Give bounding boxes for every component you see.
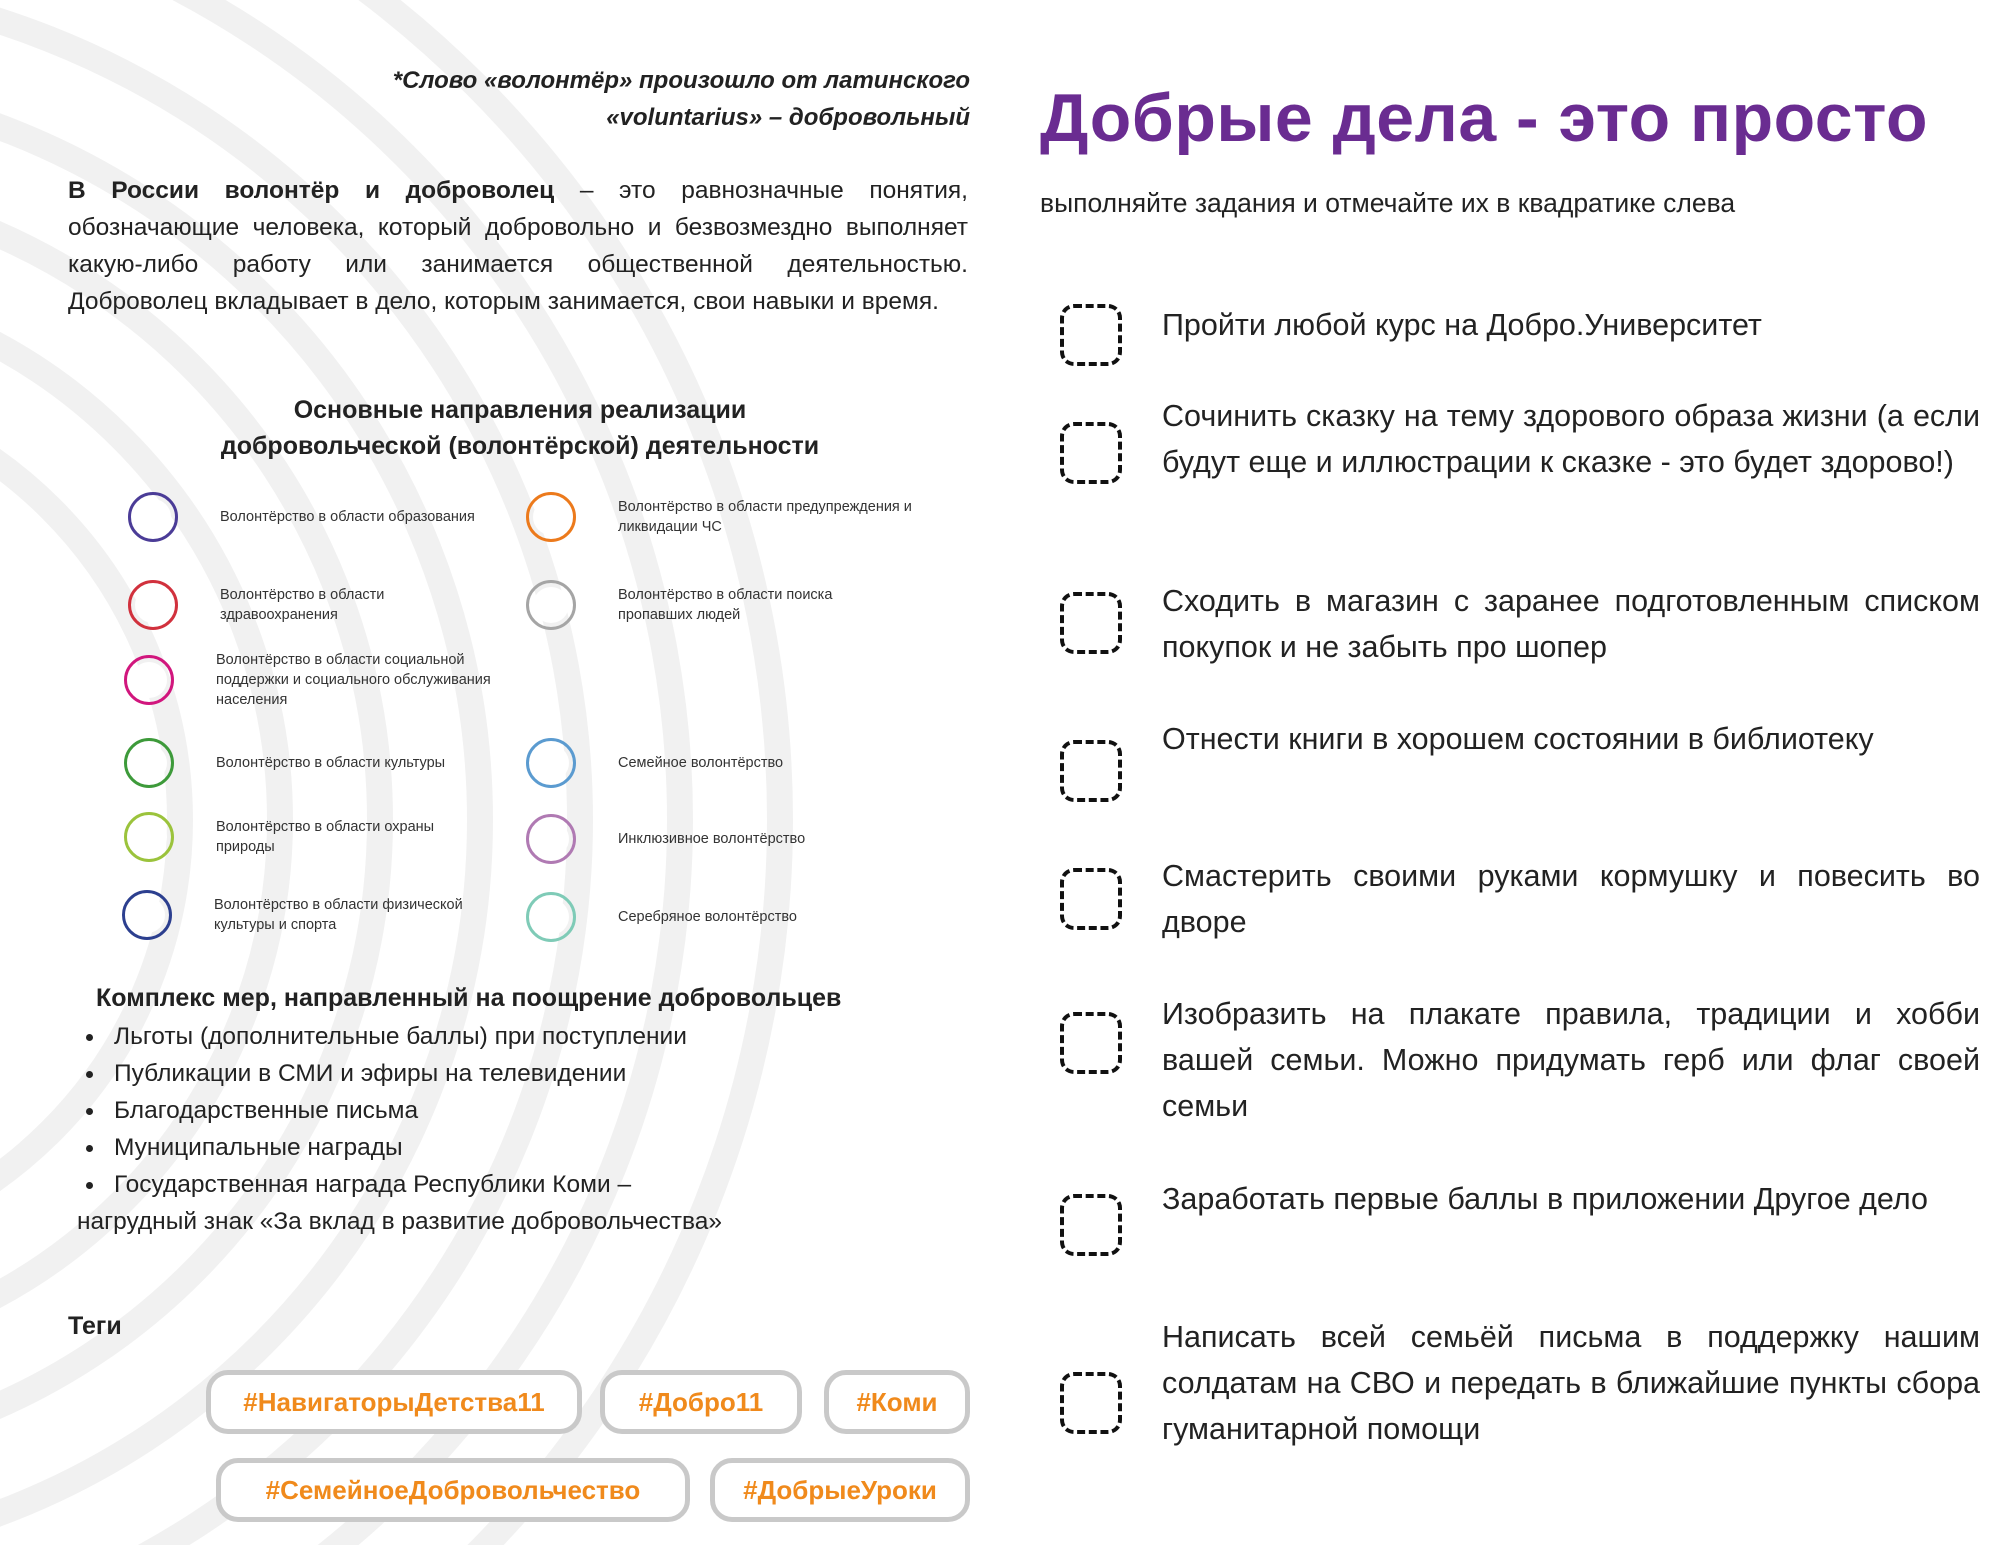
sport-icon: ▣ <box>122 890 172 940</box>
direction-label: Волонтёрство в области поиска пропавших людей <box>618 587 833 623</box>
measures-list <box>80 1018 687 1203</box>
direction-label: Волонтёрство в области социальной поддержки и социального обслуживания населения <box>216 652 491 708</box>
task-checkbox[interactable] <box>1060 304 1122 366</box>
tag-navigatory-detstva[interactable]: #НавигаторыДетства11 <box>206 1370 582 1434</box>
direction-social <box>124 650 516 710</box>
list-item: Публикации в СМИ и эфиры на телевидении <box>80 1055 687 1092</box>
directions-title <box>0 392 1040 464</box>
tags-title: Теги <box>68 1312 122 1340</box>
note-line-2: «voluntarius» – добровольный <box>606 104 970 131</box>
page-subtitle: выполняйте задания и отмечайте их в квадратике слева <box>1040 188 1736 218</box>
direction-label: Волонтёрство в области культуры <box>216 755 446 771</box>
task-text: Отнести книги в хорошем состоянии в библиотеку <box>1162 722 1874 756</box>
list-item: Муниципальные награды <box>80 1129 687 1166</box>
task-checkbox[interactable] <box>1060 740 1122 802</box>
intro-paragraph <box>68 172 968 320</box>
direction-search <box>526 580 878 630</box>
measures-tail: нагрудный знак «За вклад в развитие добровольчества» <box>77 1208 722 1235</box>
right-page <box>1040 0 1980 1545</box>
compass-icon: ✦ <box>526 492 576 542</box>
direction-label: Волонтёрство в области физической культуры и спорта <box>214 897 463 933</box>
list-item: Государственная награда Республики Коми – <box>80 1166 687 1203</box>
list-item: Льготы (дополнительные баллы) при поступлении <box>80 1018 687 1055</box>
binoculars-icon: ∞ <box>526 580 576 630</box>
intro-text: – это равнозначные понятия, обозначающие человека, который добровольно и безвозмездно выполняет какую-либо работу или занимается общественной деятельностью. Доброволец вкладывает в дело, которым занимается, свои навыки и время. <box>68 177 968 315</box>
direction-education <box>128 492 500 542</box>
measures-title: Комплекс мер, направленный на поощрение добровольцев <box>96 984 842 1012</box>
task-text: Смастерить своими руками кормушку и повесить во дворе <box>1162 859 1980 939</box>
direction-inclusive <box>526 814 898 864</box>
directions-grid <box>0 480 1000 950</box>
direction-label: Серебряное волонтёрство <box>618 909 797 925</box>
task-text: Написать всей семьёй письма в поддержку нашим солдатам на СВО и передать в ближайшие пункты сбора гуманитарной помощи <box>1162 1320 1980 1446</box>
tag-dobrye-uroki[interactable]: #ДобрыеУроки <box>710 1458 970 1522</box>
feather-icon: ❧ <box>526 892 576 942</box>
task-checkbox[interactable] <box>1060 1372 1122 1434</box>
task-text: Сочинить сказку на тему здорового образа жизни (а если будут еще и иллюстрации к сказке - это будет здорово!) <box>1162 399 1980 479</box>
task-text: Изобразить на плакате правила, традиции и хобби вашей семьи. Можно придумать герб или флаг своей семьи <box>1162 997 1980 1123</box>
etymology-note <box>270 62 970 136</box>
direction-silver <box>526 892 898 942</box>
task-text: Сходить в магазин с заранее подготовленным списком покупок и не забыть про шопер <box>1162 584 1980 664</box>
task-checkbox[interactable] <box>1060 868 1122 930</box>
direction-label: Волонтёрство в области образования <box>220 509 475 525</box>
tag-komi[interactable]: #Коми <box>824 1370 970 1434</box>
task-checkbox[interactable] <box>1060 1012 1122 1074</box>
direction-culture <box>124 738 496 788</box>
list-item: Благодарственные письма <box>80 1092 687 1129</box>
task-text: Заработать первые баллы в приложении Другое дело <box>1162 1182 1928 1216</box>
direction-nature <box>124 812 496 862</box>
direction-label: Волонтёрство в области здравоохранения <box>220 587 385 623</box>
theater-mask-icon: ◑ <box>124 738 174 788</box>
task-checkbox[interactable] <box>1060 592 1122 654</box>
task-text: Пройти любой курс на Добро.Университет <box>1162 308 1762 342</box>
direction-label: Инклюзивное волонтёрство <box>618 831 806 847</box>
heart-icon: ♥ <box>124 655 174 705</box>
task-checkbox[interactable] <box>1060 1194 1122 1256</box>
directions-title-line-2: добровольческой (волонтёрской) деятельности <box>220 432 820 460</box>
direction-label: Волонтёрство в области охраны природы <box>216 819 435 855</box>
task-checkbox[interactable] <box>1060 422 1122 484</box>
directions-title-line-1: Основные направления реализации <box>293 396 747 424</box>
direction-family <box>526 738 898 788</box>
direction-health <box>128 580 500 630</box>
book-icon: ▤ <box>128 492 178 542</box>
direction-emergency <box>526 492 918 542</box>
note-line-1: *Слово «волонтёр» произошло от латинского <box>392 67 970 94</box>
tag-dobro11[interactable]: #Добро11 <box>600 1370 802 1434</box>
intro-bold: В России волонтёр и доброволец <box>68 177 555 204</box>
leaf-icon: ❦ <box>124 812 174 862</box>
direction-label: Волонтёрство в области предупреждения и ликвидации ЧС <box>618 499 912 535</box>
tag-semeinoe-dobrovolchestvo[interactable]: #СемейноеДобровольчество <box>216 1458 690 1522</box>
direction-sport <box>122 890 494 940</box>
family-icon: ⁂ <box>526 738 576 788</box>
direction-label: Семейное волонтёрство <box>618 755 784 771</box>
medical-cross-icon: ✚ <box>128 580 178 630</box>
wheelchair-icon: ♿ <box>526 814 576 864</box>
page-title: Добрые дела - это просто <box>1040 80 1929 156</box>
